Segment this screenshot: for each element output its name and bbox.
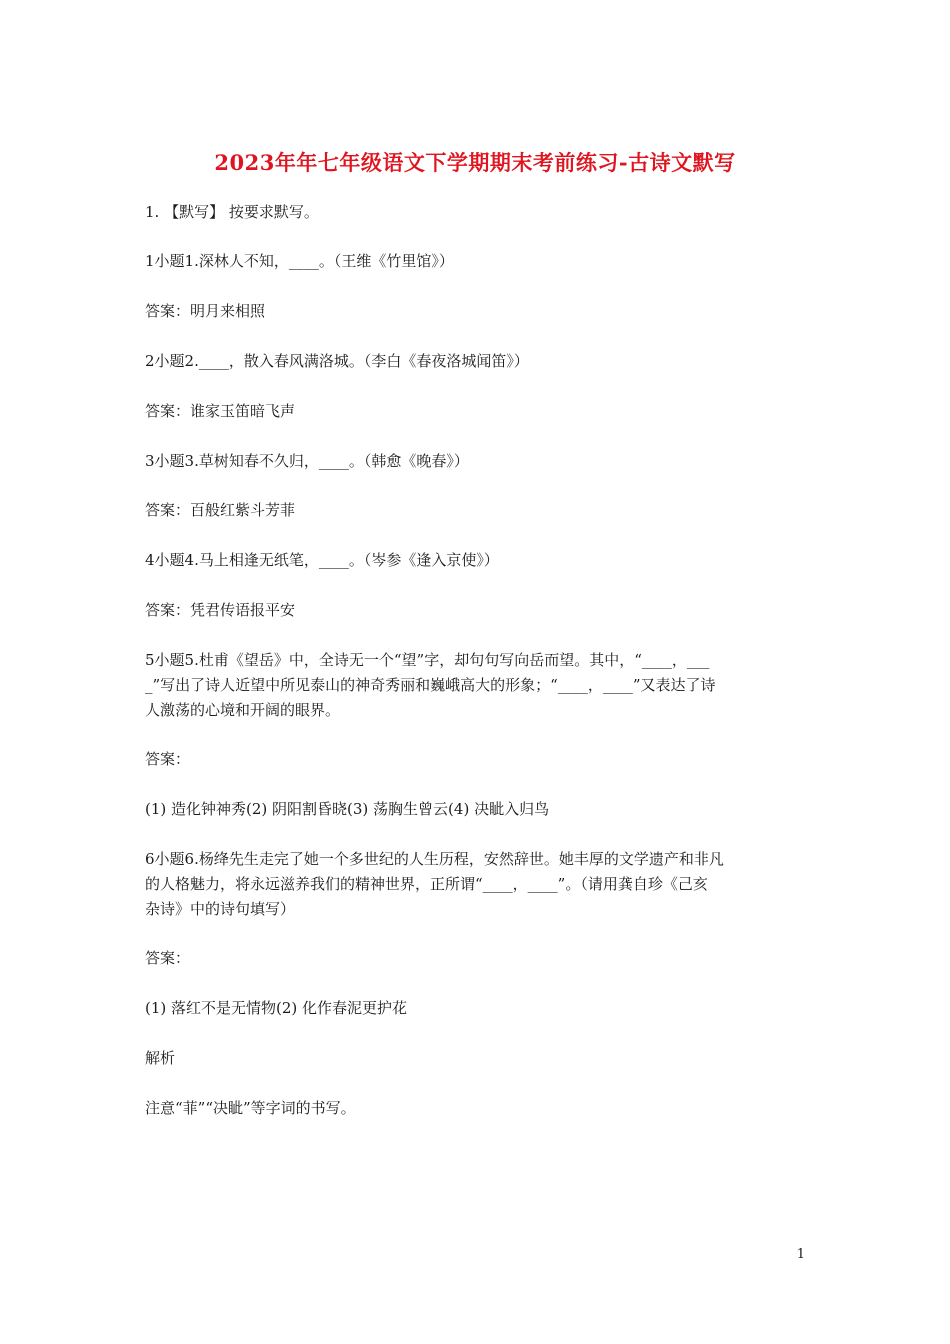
- question-6: [145, 847, 810, 922]
- answer-4: 答案：凭君传语报平安: [145, 601, 296, 619]
- answer-6: (1) 落红不是无情物(2) 化作春泥更护花: [145, 999, 408, 1017]
- question-6-line: 的人格魅力，将永远滋养我们的精神世界，正所谓“____，____”。（请用龚自珍《己亥: [145, 875, 708, 893]
- analysis-text: 注意“菲”“决眦”等字词的书写。: [145, 1099, 356, 1117]
- answer-5-label: 答案：: [145, 750, 191, 768]
- page-number: 1: [796, 1247, 805, 1262]
- analysis-label: 解析: [145, 1049, 176, 1067]
- question-5-line: 人激荡的心境和开阔的眼界。: [145, 701, 341, 719]
- answer-6-label: 答案：: [145, 949, 191, 967]
- question-1: 1小题1.深林人不知，____。（王维《竹里馆》）: [145, 252, 454, 270]
- question-4: 4小题4.马上相逢无纸笔，____。（岑参《逢入京使》）: [145, 551, 499, 569]
- answer-1: 答案：明月来相照: [145, 302, 266, 320]
- question-5: [145, 648, 810, 723]
- question-6-line: 杂诗》中的诗句填写）: [145, 900, 296, 918]
- question-6-line: 6小题6.杨绛先生走完了她一个多世纪的人生历程，安然辞世。她丰厚的文学遗产和非凡: [145, 850, 724, 868]
- question-5-line: 5小题5.杜甫《望岳》中，全诗无一个“望”字，却句句写向岳而望。其中，“____，___: [145, 651, 710, 669]
- question-2: 2小题2.____，散入春风满洛城。（李白《春夜洛城闻笛》）: [145, 352, 529, 370]
- question-5-line: _”写出了诗人近望中所见泰山的神奇秀丽和巍峨高大的形象；“____，____”又表达了诗: [145, 676, 716, 694]
- document-title: 2023年年七年级语文下学期期末考前练习-古诗文默写: [214, 150, 736, 175]
- answer-2: 答案：谁家玉笛暗飞声: [145, 402, 296, 420]
- question-3: 3小题3.草树知春不久归，____。（韩愈《晚春》）: [145, 452, 469, 470]
- instruction-text: 1. 【默写】 按要求默写。: [145, 203, 319, 221]
- answer-5: (1) 造化钟神秀(2) 阴阳割昏晓(3) 荡胸生曾云(4) 决眦入归鸟: [145, 800, 550, 818]
- answer-3: 答案：百般红紫斗芳菲: [145, 501, 296, 519]
